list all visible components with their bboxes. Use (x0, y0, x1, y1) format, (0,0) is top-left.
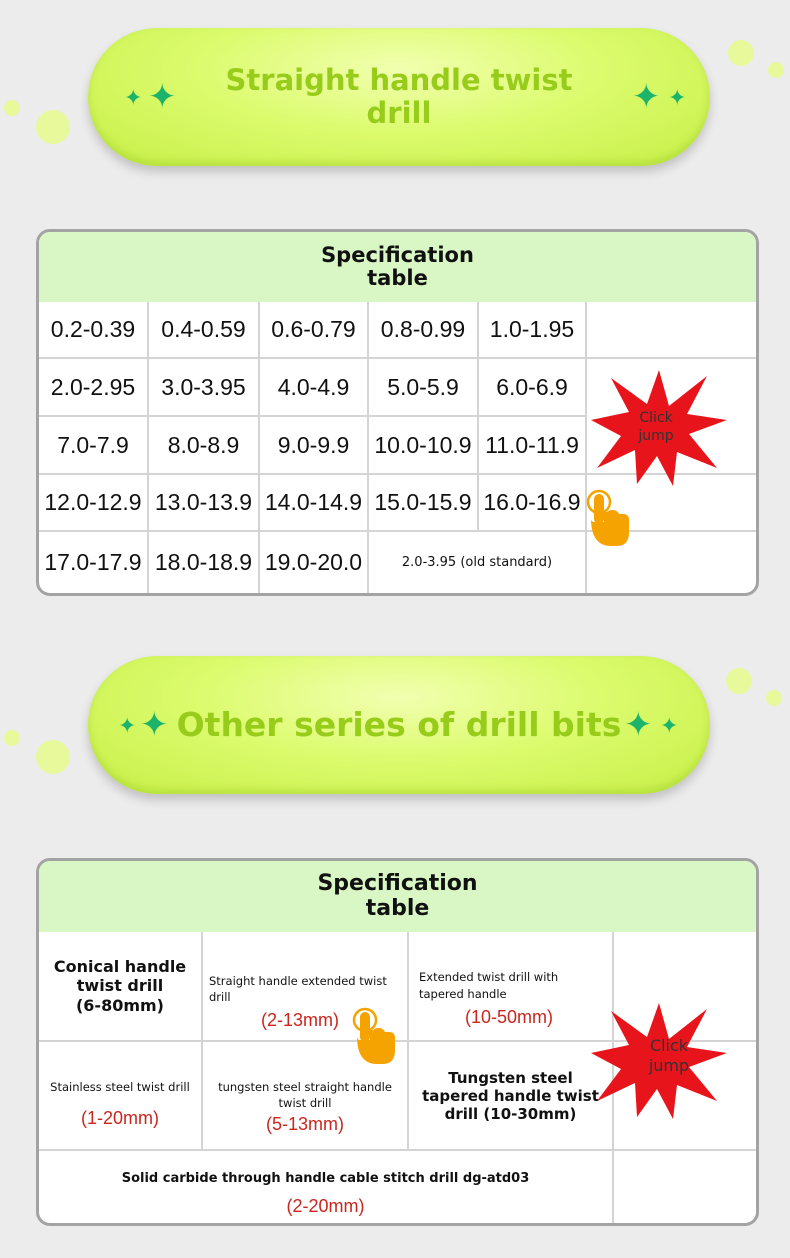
sparkle-icon: ✦ (668, 86, 687, 111)
click-label-line1: Click (639, 410, 673, 426)
spec-table-header-line1: Specification (317, 871, 478, 897)
size-range-link[interactable]: 3.0-3.95 (161, 373, 246, 400)
tungsten-tapered-line3: drill (10-30mm) (444, 1104, 577, 1123)
click-label-line1: Click (649, 1036, 689, 1055)
click-jump-label[interactable] (621, 410, 691, 445)
straight-ext-label: drill (209, 990, 231, 1004)
stainless-steel-link[interactable] (39, 1042, 201, 1149)
ext-tapered-range: (10-50mm) (465, 1007, 554, 1027)
ext-tapered-label: tapered handle (419, 987, 507, 1001)
size-range-link[interactable]: 0.8-0.99 (380, 316, 466, 342)
spec-table-grid (39, 302, 756, 593)
size-range-link[interactable]: 8.0-8.9 (167, 431, 240, 458)
stainless-range: (1-20mm) (80, 1108, 159, 1128)
sparkle-icon: ✦ (140, 705, 169, 745)
size-range-link[interactable]: 19.0-20.0 (264, 549, 363, 575)
size-range-link[interactable]: 10.0-10.9 (374, 431, 472, 458)
size-range-link[interactable]: 0.6-0.79 (271, 316, 356, 342)
conical-line3: (6-80mm) (75, 995, 164, 1015)
sparkle-icon: ✦ (624, 705, 653, 745)
size-range-link[interactable]: 17.0-17.9 (44, 549, 142, 575)
straight-ext-label: Straight handle extended twist (209, 974, 387, 988)
carbide-range: (2-20mm) (286, 1196, 365, 1216)
carbide-label: Solid carbide through handle cable stitch drill dg-atd03 (121, 1171, 530, 1186)
conical-line1: Conical handle (53, 957, 187, 977)
click-label-line2: jump (648, 1056, 690, 1075)
conical-handle-link[interactable] (39, 932, 201, 1040)
size-range-link[interactable]: 1.0-1.95 (489, 316, 575, 342)
tungsten-tapered-line1: Tungsten steel (448, 1068, 573, 1087)
sparkle-icon: ✦ (148, 77, 177, 117)
section-title (226, 64, 573, 131)
spec-table-header-line2: table (365, 895, 430, 921)
pointing-hand-icon (585, 488, 631, 548)
size-range-link[interactable]: 12.0-12.9 (44, 489, 142, 515)
size-range-link[interactable]: 11.0-11.9 (485, 431, 579, 458)
section-title-line2: drill (366, 96, 432, 130)
old-standard-link[interactable]: 2.0-3.95 (old standard) (401, 555, 553, 570)
size-range-link[interactable]: 4.0-4.9 (277, 373, 350, 400)
tungsten-straight-range: (5-13mm) (265, 1114, 344, 1134)
spec-table-header-line2: table (367, 266, 428, 290)
decor-bubble (768, 62, 784, 78)
spec-table-other (36, 858, 759, 1226)
size-range-link[interactable]: 7.0-7.9 (57, 431, 129, 458)
tungsten-straight-link[interactable] (203, 1042, 407, 1149)
section-title: Other series of drill bits (176, 705, 622, 745)
spec-table-header-line1: Specification (321, 242, 474, 267)
decor-bubble (4, 730, 20, 746)
solid-carbide-link[interactable] (39, 1151, 612, 1223)
size-range-link[interactable]: 14.0-14.9 (264, 489, 363, 515)
spec-table-header (39, 232, 756, 302)
tungsten-tapered-line2: tapered handle twist (422, 1086, 599, 1105)
extended-tapered-link[interactable] (409, 932, 612, 1040)
size-range-link[interactable]: 15.0-15.9 (374, 489, 472, 515)
section-title-line1: Straight handle twist (225, 62, 573, 97)
decor-bubble (766, 690, 782, 706)
size-range-link[interactable]: 9.0-9.9 (277, 431, 350, 458)
tungsten-tapered-link[interactable] (409, 1042, 612, 1149)
size-range-link[interactable]: 2.0-2.95 (50, 373, 136, 400)
tungsten-straight-label: twist drill (278, 1096, 332, 1110)
sparkle-icon: ✦ (118, 714, 137, 739)
sparkle-icon: ✦ (124, 86, 143, 111)
section-title-banner (88, 656, 710, 794)
straight-ext-range: (2-13mm) (261, 1010, 340, 1030)
size-range-link[interactable]: 18.0-18.9 (154, 549, 253, 575)
size-range-link[interactable]: 16.0-16.9 (483, 489, 581, 515)
size-range-link[interactable]: 0.2-0.39 (50, 316, 136, 342)
stainless-label: Stainless steel twist drill (50, 1080, 190, 1094)
decor-bubble (728, 40, 754, 66)
sparkle-icon: ✦ (632, 77, 661, 117)
decor-bubble (726, 668, 752, 694)
tungsten-straight-label: tungsten steel straight handle (218, 1080, 392, 1094)
sparkle-icon: ✦ (660, 714, 679, 739)
size-range-link[interactable]: 13.0-13.9 (154, 489, 253, 515)
section-title-banner (88, 28, 710, 166)
spec-table-straight (36, 229, 759, 596)
decor-bubble (36, 110, 70, 144)
spec-table-header (39, 861, 756, 932)
decor-bubble (36, 740, 70, 774)
ext-tapered-label: Extended twist drill with (419, 970, 559, 984)
decor-bubble (4, 100, 20, 116)
click-jump-label[interactable] (629, 1036, 709, 1076)
size-range-link[interactable]: 6.0-6.9 (496, 373, 568, 400)
size-range-link[interactable]: 5.0-5.9 (387, 373, 459, 400)
spec-table-grid (39, 932, 756, 1223)
click-label-line2: jump (638, 427, 674, 444)
size-range-link[interactable]: 0.4-0.59 (161, 316, 246, 342)
table-divider (585, 302, 587, 593)
conical-line2: twist drill (76, 976, 164, 996)
